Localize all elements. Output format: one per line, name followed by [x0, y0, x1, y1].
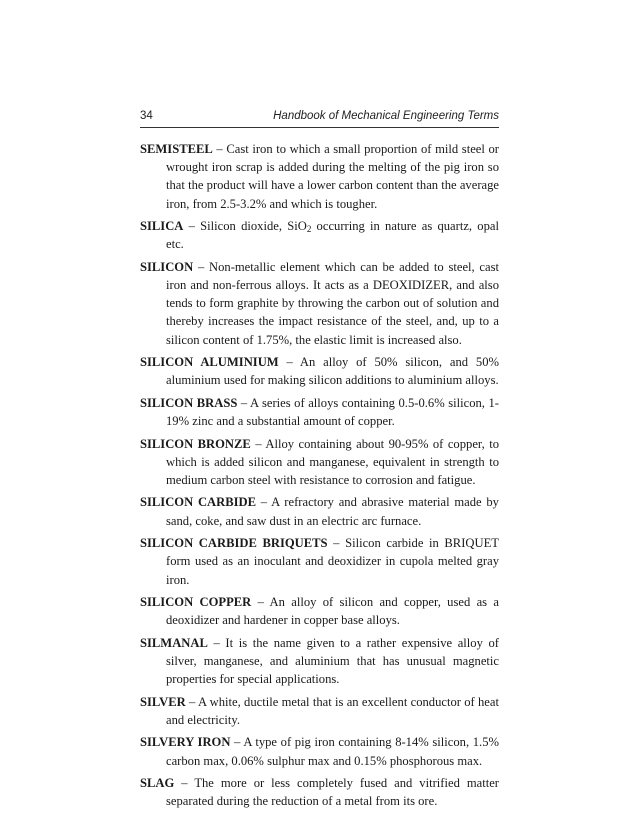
entry-dash: –: [197, 259, 205, 274]
glossary-entry-silmanal: [140, 634, 499, 689]
entry-dash: –: [213, 635, 220, 650]
entry-term: SILICON BRASS: [140, 395, 238, 410]
entry-term: SLAG: [140, 776, 175, 791]
entry-dash: –: [234, 735, 241, 750]
book-title: Handbook of Mechanical Engineering Terms: [273, 110, 499, 122]
glossary-entry-silicon-carbide: [140, 493, 499, 529]
entry-term: SILICON BRONZE: [140, 436, 251, 451]
entry-term: SILICON CARBIDE BRIQUETS: [140, 536, 328, 551]
entry-dash: –: [260, 495, 268, 510]
entry-dash: –: [257, 595, 264, 610]
entry-dash: –: [240, 395, 248, 410]
entry-definition: An alloy of silicon and copper, used as a deoxidizer and hardener in copper base alloys.: [166, 595, 499, 628]
entry-dash: –: [188, 219, 195, 234]
entry-definition: A type of pig iron containing 8-14% silicon, 1.5% carbon max, 0.06% sulphur max and 0.15% phosphorous max.: [166, 735, 499, 768]
entry-term: SILICON COPPER: [140, 595, 252, 610]
glossary-entry-silicon-brass: [140, 394, 499, 430]
entry-term: SILICON CARBIDE: [140, 495, 257, 510]
glossary-entry-silvery-iron: [140, 733, 499, 769]
entry-dash: –: [216, 142, 223, 156]
glossary-entry-silicon-carbide-briquets: [140, 534, 499, 589]
entry-term: SILVERY IRON: [140, 735, 231, 750]
entry-dash: –: [181, 776, 188, 791]
entry-definition: A series of alloys containing 0.5-0.6% silicon, 1-19% zinc and a substantial amount of copper.: [166, 395, 499, 429]
entry-term: SILVER: [140, 694, 186, 709]
page-number: 34: [140, 110, 153, 122]
glossary-entry-silica: [140, 217, 499, 253]
glossary-entry-semisteel: [140, 140, 499, 213]
glossary-entry-silicon-bronze: [140, 435, 499, 490]
glossary-entry-silicon-copper: [140, 593, 499, 629]
entry-definition: A refractory and abrasive material made by sand, coke, and saw dust in an electric arc furnace.: [166, 495, 499, 528]
chemical-subscript: 2: [306, 224, 312, 235]
running-head: [140, 110, 499, 122]
entry-term: SEMISTEEL: [140, 142, 213, 156]
entry-definition-continued: occurring in nature as quartz, opal etc.: [166, 219, 499, 252]
glossary-entry-silicon: [140, 258, 499, 349]
entry-definition: Silicon dioxide, SiO: [200, 219, 307, 234]
glossary-entry-silver: [140, 693, 499, 729]
entry-definition: It is the name given to a rather expensive alloy of silver, manganese, and aluminium that has unusual magnetic properties for special applications.: [166, 635, 499, 687]
entry-definition: A white, ductile metal that is an excellent conductor of heat and electricity.: [166, 694, 499, 727]
entry-definition: Alloy containing about 90-95% of copper, to which is added silicon and manganese, equivalent in strength to medium carbon steel with resistance to corrosion and fatigue.: [166, 436, 499, 487]
entry-definition: Non-metallic element which can be added to steel, cast iron and non-ferrous alloys. It acts as a DEOXIDIZER, and also tends to form graphite by throwing the carbon out of solution and thereby increases the impact resistance of the steel, and, up to a silicon content of 1.75%, the elastic limit is increased also.: [166, 259, 500, 347]
entry-term: SILMANAL: [140, 635, 208, 650]
entry-dash: –: [333, 536, 340, 551]
entry-dash: –: [189, 694, 196, 709]
entry-definition: Cast iron to which a small proportion of mild steel or wrought iron scrap is added during the melting of the pig iron so that the product will have a lower carbon content than the average iron, from 2.5-3.2% and which is tougher.: [166, 142, 499, 211]
entry-term: SILICON: [140, 259, 194, 274]
entry-definition: Silicon carbide in BRIQUET form used as an inoculant and deoxidizer in cupola melted gray iron.: [166, 536, 499, 587]
entry-term: SILICA: [140, 219, 184, 234]
glossary-entry-slag: [140, 774, 499, 810]
glossary-entry-silicon-aluminium: [140, 353, 499, 389]
header-rule: [140, 127, 499, 128]
entry-definition: The more or less completely fused and vitrified matter separated during the reduction of a metal from its ore.: [166, 776, 499, 809]
entry-term: SILICON ALUMINIUM: [140, 355, 279, 370]
entry-dash: –: [255, 436, 262, 451]
entry-definition: An alloy of 50% silicon, and 50% aluminium used for making silicon additions to aluminium alloys.: [166, 355, 499, 388]
entry-dash: –: [286, 355, 293, 370]
glossary-entries: [140, 140, 499, 815]
